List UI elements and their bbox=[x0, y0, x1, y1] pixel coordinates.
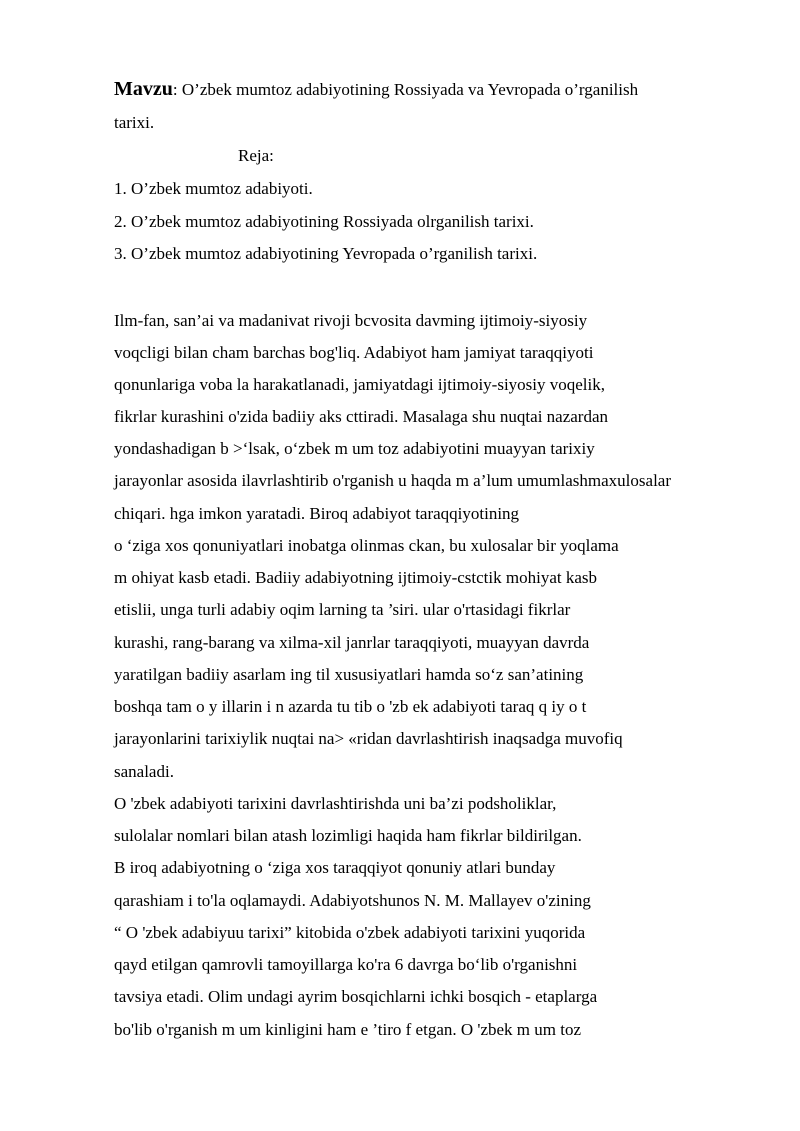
plan-item: 1. O’zbek mumtoz adabiyoti. bbox=[114, 179, 313, 198]
body-line: B iroq adabiyotning o ‘ziga xos taraqqiyot qonuniy atlari bunday bbox=[114, 858, 556, 877]
title-colon: : bbox=[172, 80, 178, 99]
body-line: “ O 'zbek adabiyuu tarixi” kitobida o'zbek adabiyoti tarixini yuqorida bbox=[114, 923, 586, 942]
body-line: qarashiam i to'la oqlamaydi. Adabiyotshunos N. M. Mallayev o'zining bbox=[114, 891, 591, 910]
body-line: etislii, unga turli adabiy oqim larning ta ’siri. ular o'rtasidagi fikrlar bbox=[114, 600, 571, 619]
body-line: boshqa tam o y illarin i n azarda tu tib o 'zb ek adabiyoti taraq q iy o t bbox=[114, 697, 587, 716]
title-text: O’zbek mumtoz adabiyotining Rossiyada va Yevropada o’rganilish bbox=[177, 80, 639, 99]
body-line: bo'lib o'rganish m um kinligini ham e ’tiro f etgan. O 'zbek m um toz bbox=[114, 1020, 582, 1039]
plan-item: 3. O’zbek mumtoz adabiyotining Yevropada o’rganilish tarixi. bbox=[114, 244, 538, 263]
body-line: qonunlariga voba la harakatlanadi, jamiyatdagi ijtimoiy-siyosiy voqelik, bbox=[114, 375, 605, 394]
body-line: chiqari. hga imkon yaratadi. Biroq adabiyot taraqqiyotining bbox=[114, 504, 520, 523]
body-line: O 'zbek adabiyoti tarixini davrlashtirishda uni ba’zi podsholiklar, bbox=[114, 794, 557, 813]
body-line: m ohiyat kasb etadi. Badiiy adabiyotning ijtimoiy-cstctik mohiyat kasb bbox=[114, 568, 598, 587]
body-line: sulolalar nomlari bilan atash lozimligi haqida ham fikrlar bildirilgan. bbox=[114, 826, 582, 845]
body-line: qayd etilgan qamrovli tamoyillarga ko'ra 6 davrga bo‘lib o'rganishni bbox=[114, 955, 578, 974]
body-line: sanaladi. bbox=[114, 762, 174, 781]
body-line: yondashadigan b >‘lsak, o‘zbek m um toz adabiyotini muayyan tarixiy bbox=[114, 439, 595, 458]
title-line-2: tarixi. bbox=[114, 113, 155, 132]
body-line: yaratilgan badiiy asarlam ing til xususiyatlari hamda so‘z san’atining bbox=[114, 665, 584, 684]
body-line: o ‘ziga xos qonuniyatlari inobatga olinmas ckan, bu xulosalar bir yoqlama bbox=[114, 536, 619, 555]
plan-item: 2. O’zbek mumtoz adabiyotining Rossiyada olrganilish tarixi. bbox=[114, 212, 534, 231]
plan-heading: Reja: bbox=[238, 146, 274, 165]
body-line: kurashi, rang-barang va xilma-xil janrlar taraqqiyoti, muayyan davrda bbox=[114, 633, 590, 652]
body-line: jarayonlarini tarixiylik nuqtai na> «ridan davrlashtirish inaqsadga muvofiq bbox=[114, 729, 623, 748]
title-line-1 bbox=[114, 79, 638, 100]
title-label: Mavzu bbox=[114, 78, 173, 100]
body-line: tavsiya etadi. Olim undagi ayrim bosqichlarni ichki bosqich - etaplarga bbox=[114, 987, 598, 1006]
body-line: fikrlar kurashini o'zida badiiy aks cttiradi. Masalaga shu nuqtai nazardan bbox=[114, 407, 609, 426]
body-line: Ilm-fan, san’ai va madanivat rivoji bcvosita davming ijtimoiy-siyosiy bbox=[114, 311, 588, 330]
body-line: jarayonlar asosida ilavrlashtirib o'rganish u haqda m a’lum umumlashmaxulosalar bbox=[114, 471, 671, 490]
body-line: voqcligi bilan cham barchas bog'liq. Adabiyot ham jamiyat taraqqiyoti bbox=[114, 343, 594, 362]
